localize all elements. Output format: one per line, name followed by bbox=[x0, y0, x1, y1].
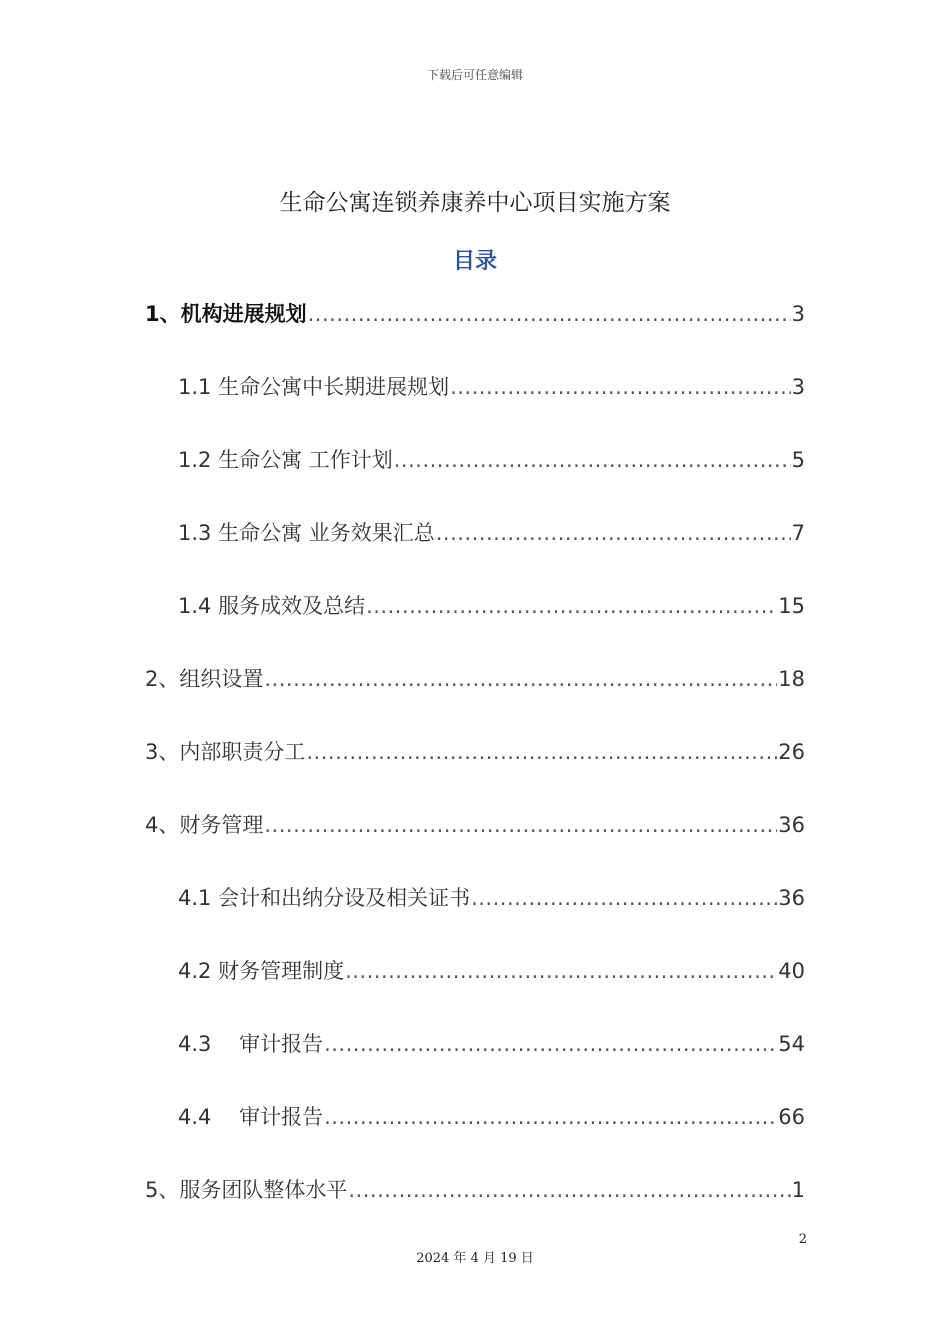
footer-date: 2024 年 4 月 19 日 bbox=[416, 1251, 534, 1266]
toc-entry[interactable] bbox=[145, 1174, 805, 1208]
toc-entry[interactable] bbox=[145, 809, 805, 843]
toc-entry-page: 3 bbox=[791, 302, 805, 326]
toc-leader-dots bbox=[264, 813, 777, 837]
toc-entry[interactable] bbox=[178, 1028, 805, 1062]
toc-leader-dots bbox=[348, 1178, 790, 1202]
document-title: 生命公寓连锁养康养中心项目实施方案 bbox=[279, 190, 671, 216]
toc-leader-dots bbox=[345, 959, 777, 983]
toc-entry[interactable] bbox=[178, 371, 805, 405]
toc-entry-label: 3、内部职责分工 bbox=[145, 740, 306, 764]
toc-entry-page: 5 bbox=[791, 448, 805, 472]
header-note: 下载后可任意编辑 bbox=[426, 68, 523, 82]
toc-entry[interactable] bbox=[178, 1101, 805, 1135]
toc-entry[interactable] bbox=[145, 663, 805, 697]
toc-heading: 目录 bbox=[452, 249, 497, 274]
toc-entry-label: 2、组织设置 bbox=[145, 667, 264, 691]
toc-leader-dots bbox=[394, 448, 791, 472]
toc-entry-label: 4.2 财务管理制度 bbox=[178, 959, 345, 983]
toc-entry-page: 7 bbox=[791, 521, 805, 545]
toc-entry-page: 66 bbox=[778, 1105, 805, 1129]
toc-entry[interactable] bbox=[145, 298, 805, 332]
toc-entry-page: 36 bbox=[778, 813, 805, 837]
toc-leader-dots bbox=[308, 302, 791, 326]
toc-entry-label: 1.4 服务成效及总结 bbox=[178, 594, 366, 618]
toc-entry-page: 26 bbox=[778, 740, 805, 764]
toc-entry-label: 1.1 生命公寓中长期进展规划 bbox=[178, 375, 450, 399]
toc-entry[interactable] bbox=[178, 882, 805, 916]
toc-entry-label: 1.3 生命公寓 业务效果汇总 bbox=[178, 521, 435, 545]
toc-entry-page: 54 bbox=[778, 1032, 805, 1056]
toc-entry-label: 4.1 会计和出纳分设及相关证书 bbox=[178, 886, 471, 910]
toc-leader-dots bbox=[450, 375, 791, 399]
toc-leader-dots bbox=[264, 667, 777, 691]
toc-entry-label: 1.2 生命公寓 工作计划 bbox=[178, 448, 393, 472]
toc-entry-page: 18 bbox=[778, 667, 805, 691]
toc-entry[interactable] bbox=[178, 955, 805, 989]
toc-entry-page: 3 bbox=[791, 375, 805, 399]
toc-leader-dots bbox=[436, 521, 791, 545]
toc-leader-dots bbox=[324, 1032, 777, 1056]
toc-leader-dots bbox=[306, 740, 777, 764]
toc-entry-page: 15 bbox=[778, 594, 805, 618]
toc-entry-label: 4.3 审计报告 bbox=[178, 1032, 324, 1056]
toc-entry-label: 4、财务管理 bbox=[145, 813, 264, 837]
toc-entry-label: 1、机构进展规划 bbox=[145, 302, 307, 326]
toc-entry[interactable] bbox=[145, 736, 805, 770]
toc-leader-dots bbox=[324, 1105, 777, 1129]
toc-entry-label: 4.4 审计报告 bbox=[178, 1105, 324, 1129]
toc-entry-page: 36 bbox=[778, 886, 805, 910]
page-number: 2 bbox=[798, 1232, 807, 1247]
toc-entry-page: 1 bbox=[791, 1178, 805, 1202]
toc-entry-page: 40 bbox=[778, 959, 805, 983]
toc-leader-dots bbox=[366, 594, 777, 618]
toc-entry[interactable] bbox=[178, 444, 805, 478]
toc-entry[interactable] bbox=[178, 590, 805, 624]
toc-entry-label: 5、服务团队整体水平 bbox=[145, 1178, 348, 1202]
toc-leader-dots bbox=[471, 886, 777, 910]
toc-entry[interactable] bbox=[178, 517, 805, 551]
